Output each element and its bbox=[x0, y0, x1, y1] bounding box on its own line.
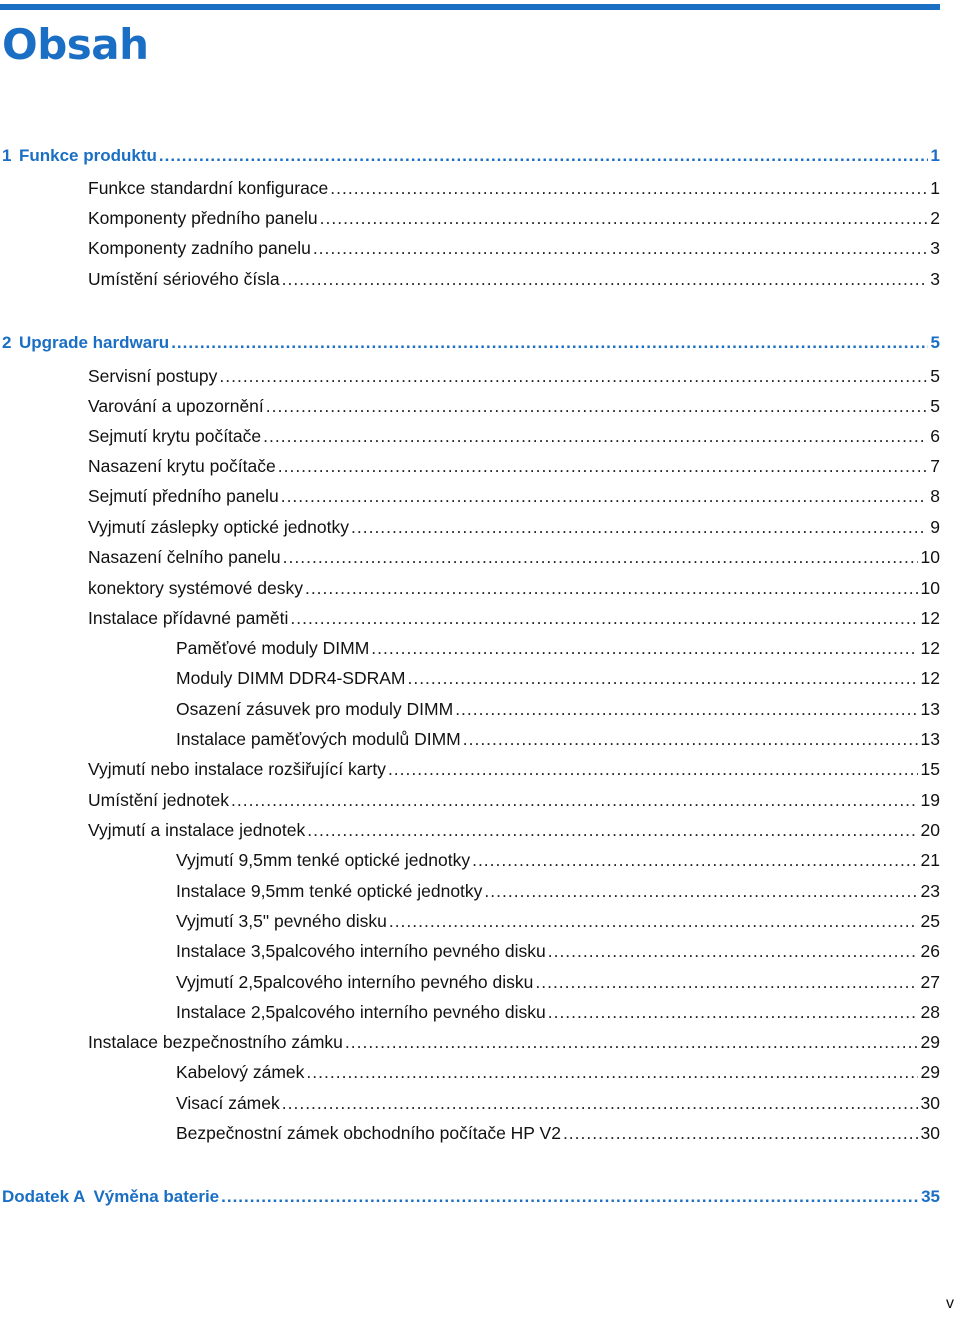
dot-leader bbox=[535, 969, 917, 995]
toc-entry-title: Umístění sériového čísla bbox=[88, 269, 280, 289]
toc-subentry[interactable] bbox=[176, 999, 940, 1025]
toc-entry-title: Moduly DIMM DDR4-SDRAM bbox=[176, 668, 406, 688]
toc-entry-title: Instalace přídavné paměti bbox=[88, 608, 289, 628]
toc-entry-title: Paměťové moduly DIMM bbox=[176, 638, 370, 658]
toc-chapter-1[interactable] bbox=[2, 143, 940, 169]
toc-page-number: 15 bbox=[920, 759, 940, 779]
toc-page-number: 1 bbox=[930, 178, 940, 198]
toc-page-number: 3 bbox=[930, 238, 940, 258]
toc-entry-title: Vyjmutí záslepky optické jednotky bbox=[88, 517, 349, 537]
toc-entry-title: Instalace bezpečnostního zámku bbox=[88, 1032, 343, 1052]
page-title: Obsah bbox=[2, 20, 149, 69]
toc-entry-title: Varování a upozornění bbox=[88, 396, 264, 416]
toc-subentry[interactable] bbox=[176, 908, 940, 934]
dot-leader bbox=[266, 393, 927, 419]
toc-page-number: 26 bbox=[920, 941, 940, 961]
toc-subentry[interactable] bbox=[176, 969, 940, 995]
toc-page-number: 12 bbox=[920, 638, 940, 658]
toc-entry[interactable] bbox=[88, 756, 940, 782]
toc-entry[interactable] bbox=[88, 235, 940, 261]
toc-page-number: 1 bbox=[930, 146, 940, 165]
toc-page-number: 3 bbox=[930, 269, 940, 289]
toc-page-number: 28 bbox=[920, 1002, 940, 1022]
toc-subentry[interactable] bbox=[176, 847, 940, 873]
dot-leader bbox=[407, 665, 917, 691]
toc-entry[interactable] bbox=[88, 514, 940, 540]
toc-appendix-title: Výměna baterie bbox=[93, 1187, 220, 1206]
dot-leader bbox=[345, 1029, 918, 1055]
dot-leader bbox=[484, 878, 917, 904]
dot-leader bbox=[548, 938, 918, 964]
toc-entry-title: konektory systémové desky bbox=[88, 578, 303, 598]
toc-entry-title: Nasazení krytu počítače bbox=[88, 456, 276, 476]
toc-subentry[interactable] bbox=[176, 1120, 940, 1146]
toc-entry-title: Instalace paměťových modulů DIMM bbox=[176, 729, 461, 749]
dot-leader bbox=[219, 363, 927, 389]
dot-leader bbox=[282, 266, 928, 292]
toc-page-number: 7 bbox=[930, 456, 940, 476]
toc-entry-title: Kabelový zámek bbox=[176, 1062, 305, 1082]
dot-leader bbox=[307, 817, 917, 843]
toc-entry[interactable] bbox=[88, 266, 940, 292]
dot-leader bbox=[278, 453, 928, 479]
toc-entry[interactable] bbox=[88, 483, 940, 509]
toc-entry-title: Sejmutí krytu počítače bbox=[88, 426, 262, 446]
toc-entry-title: Instalace 3,5palcového interního pevného disku bbox=[176, 941, 546, 961]
dot-leader bbox=[282, 1090, 918, 1116]
toc-page-number: 30 bbox=[920, 1093, 940, 1113]
toc-chapter-number: 1 bbox=[2, 146, 12, 165]
toc-page-number: 29 bbox=[920, 1032, 940, 1052]
toc-subentry[interactable] bbox=[176, 635, 940, 661]
dot-leader bbox=[455, 696, 917, 722]
toc-page-number: 12 bbox=[920, 668, 940, 688]
toc-entry-title: Nasazení čelního panelu bbox=[88, 547, 281, 567]
toc-page-number: 25 bbox=[920, 911, 940, 931]
toc-entry-title: Instalace 2,5palcového interního pevného disku bbox=[176, 1002, 546, 1022]
dot-leader bbox=[389, 908, 918, 934]
toc-page-number: 5 bbox=[930, 333, 940, 352]
toc-subentry[interactable] bbox=[176, 665, 940, 691]
toc-entry[interactable] bbox=[88, 363, 940, 389]
toc-chapter-2[interactable] bbox=[2, 330, 940, 356]
dot-leader bbox=[290, 605, 917, 631]
toc-entry-title: Vyjmutí 9,5mm tenké optické jednotky bbox=[176, 850, 471, 870]
toc-chapter-title: Upgrade hardwaru bbox=[19, 333, 170, 352]
toc-entry-title: Visací zámek bbox=[176, 1093, 280, 1113]
toc-page-number: 35 bbox=[921, 1187, 940, 1206]
toc-entry-title: Osazení zásuvek pro moduly DIMM bbox=[176, 699, 454, 719]
toc-subentry[interactable] bbox=[176, 726, 940, 752]
toc-entry[interactable] bbox=[88, 544, 940, 570]
toc-subentry[interactable] bbox=[176, 1059, 940, 1085]
toc-entry-title: Instalace 9,5mm tenké optické jednotky bbox=[176, 881, 483, 901]
dot-leader bbox=[563, 1120, 918, 1146]
toc-page-number: 21 bbox=[920, 850, 940, 870]
toc-entry-title: Sejmutí předního panelu bbox=[88, 486, 279, 506]
dot-leader bbox=[388, 756, 918, 782]
toc-page-number: 10 bbox=[920, 547, 940, 567]
toc-entry[interactable] bbox=[88, 423, 940, 449]
toc-entry-title: Servisní postupy bbox=[88, 366, 218, 386]
dot-leader bbox=[231, 787, 917, 813]
toc-page-number: 19 bbox=[920, 790, 940, 810]
dot-leader bbox=[283, 544, 918, 570]
toc-entry-title: Vyjmutí a instalace jednotek bbox=[88, 820, 306, 840]
toc-page-number: 23 bbox=[920, 881, 940, 901]
page-footer-number: v bbox=[946, 1295, 954, 1312]
toc-page-number: 27 bbox=[920, 972, 940, 992]
toc-appendix-a[interactable] bbox=[2, 1184, 940, 1210]
toc-page-number: 5 bbox=[930, 396, 940, 416]
toc-page-number: 13 bbox=[920, 729, 940, 749]
toc-page-number: 2 bbox=[930, 208, 940, 228]
toc-entry[interactable] bbox=[88, 575, 940, 601]
dot-leader bbox=[330, 175, 927, 201]
toc-entry[interactable] bbox=[88, 605, 940, 631]
toc-chapter-title: Funkce produktu bbox=[19, 146, 157, 165]
toc-entry-title: Komponenty zadního panelu bbox=[88, 238, 311, 258]
toc-page-number: 13 bbox=[920, 699, 940, 719]
toc-entry[interactable] bbox=[88, 453, 940, 479]
dot-leader bbox=[221, 1184, 918, 1210]
toc-entry[interactable] bbox=[88, 787, 940, 813]
toc-page-number: 5 bbox=[930, 366, 940, 386]
toc-entry[interactable] bbox=[88, 175, 940, 201]
toc-entry[interactable] bbox=[88, 205, 940, 231]
dot-leader bbox=[351, 514, 927, 540]
dot-leader bbox=[263, 423, 927, 449]
toc-subentry[interactable] bbox=[176, 696, 940, 722]
toc-entry-title: Vyjmutí 2,5palcového interního pevného disku bbox=[176, 972, 534, 992]
dot-leader bbox=[463, 726, 918, 752]
toc-page-number: 10 bbox=[920, 578, 940, 598]
toc-entry-title: Vyjmutí nebo instalace rozšiřující karty bbox=[88, 759, 386, 779]
toc-page-number: 30 bbox=[920, 1123, 940, 1143]
dot-leader bbox=[306, 1059, 917, 1085]
toc-page-number: 20 bbox=[920, 820, 940, 840]
dot-leader bbox=[313, 235, 927, 261]
toc-subentry[interactable] bbox=[176, 1090, 940, 1116]
toc-entry-title: Vyjmutí 3,5" pevného disku bbox=[176, 911, 387, 931]
dot-leader bbox=[548, 999, 918, 1025]
toc-subentry[interactable] bbox=[176, 938, 940, 964]
dot-leader bbox=[320, 205, 928, 231]
dot-leader bbox=[371, 635, 917, 661]
dot-leader bbox=[305, 575, 918, 601]
toc-page-number: 8 bbox=[930, 486, 940, 506]
toc-appendix-label: Dodatek A bbox=[2, 1187, 86, 1206]
dot-leader bbox=[472, 847, 917, 873]
toc-entry-title: Umístění jednotek bbox=[88, 790, 230, 810]
toc-page-number: 9 bbox=[930, 517, 940, 537]
toc-entry[interactable] bbox=[88, 393, 940, 419]
toc-entry[interactable] bbox=[88, 1029, 940, 1055]
toc-page-number: 6 bbox=[930, 426, 940, 446]
toc-page-number: 29 bbox=[920, 1062, 940, 1082]
toc-subentry[interactable] bbox=[176, 878, 940, 904]
toc-entry[interactable] bbox=[88, 817, 940, 843]
dot-leader bbox=[171, 330, 927, 356]
toc-entry-title: Funkce standardní konfigurace bbox=[88, 178, 329, 198]
dot-leader bbox=[159, 143, 928, 169]
toc-entry-title: Komponenty předního panelu bbox=[88, 208, 318, 228]
toc-entry-title: Bezpečnostní zámek obchodního počítače HP V2 bbox=[176, 1123, 561, 1143]
toc-chapter-number: 2 bbox=[2, 333, 12, 352]
toc-page-number: 12 bbox=[920, 608, 940, 628]
dot-leader bbox=[281, 483, 928, 509]
